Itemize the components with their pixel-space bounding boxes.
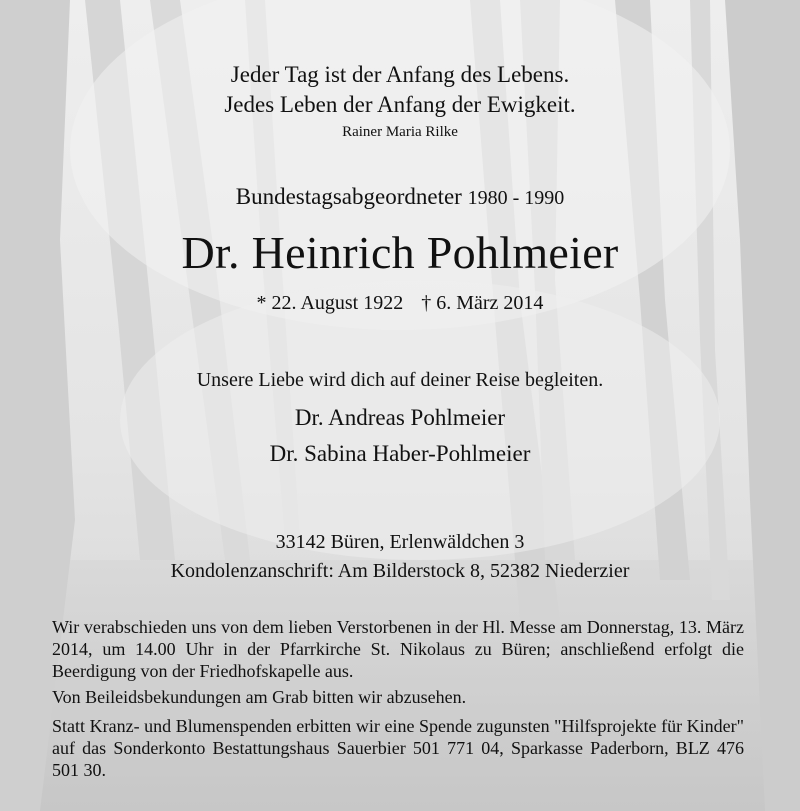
- deceased-role: [0, 184, 800, 210]
- role-title: Bundestagsabgeordneter: [235, 184, 462, 209]
- life-dates: [0, 292, 800, 315]
- mourner-name: Dr. Sabina Haber-Pohlmeier: [269, 441, 531, 466]
- quote-line-1: Jeder Tag ist der Anfang des Lebens.: [230, 62, 570, 87]
- deceased-name: Dr. Heinrich Pohlmeier: [181, 227, 619, 278]
- quote-line-2: Jedes Leben der Anfang der Ewigkeit.: [224, 92, 576, 117]
- death-date: † 6. März 2014: [421, 292, 544, 314]
- role-years: 1980 - 1990: [467, 187, 565, 209]
- condolence-request-paragraph: Von Beileidsbekundungen am Grab bitten wir abzusehen.: [52, 687, 467, 707]
- birth-date: * 22. August 1922: [256, 292, 404, 314]
- mourner-name: Dr. Andreas Pohlmeier: [294, 405, 506, 430]
- farewell-line: Unsere Liebe wird dich auf deiner Reise begleiten.: [196, 369, 604, 391]
- service-paragraph: Wir verabschieden uns von dem lieben Verstorbenen in der Hl. Messe am Donnerstag, 13. März 2014, um 14.00 Uhr in der Pfarrkirche St. Nikolaus zu Büren; anschließend erfolgt die Beerdigung von der Friedhofskapelle aus.: [52, 617, 744, 681]
- donation-paragraph: Statt Kranz- und Blumenspenden erbitten wir eine Spende zugunsten "Hilfsprojekte für Kinder" auf das Sonderkonto Bestattungshaus Sauerbier 501 771 04, Sparkasse Paderborn, BLZ 476 501 30.: [52, 716, 744, 780]
- condolence-address: Kondolenzanschrift: Am Bilderstock 8, 52382 Niederzier: [170, 560, 630, 582]
- quote-author: Rainer Maria Rilke: [342, 124, 458, 140]
- quote: [0, 60, 800, 120]
- home-address: 33142 Büren, Erlenwäldchen 3: [275, 531, 525, 553]
